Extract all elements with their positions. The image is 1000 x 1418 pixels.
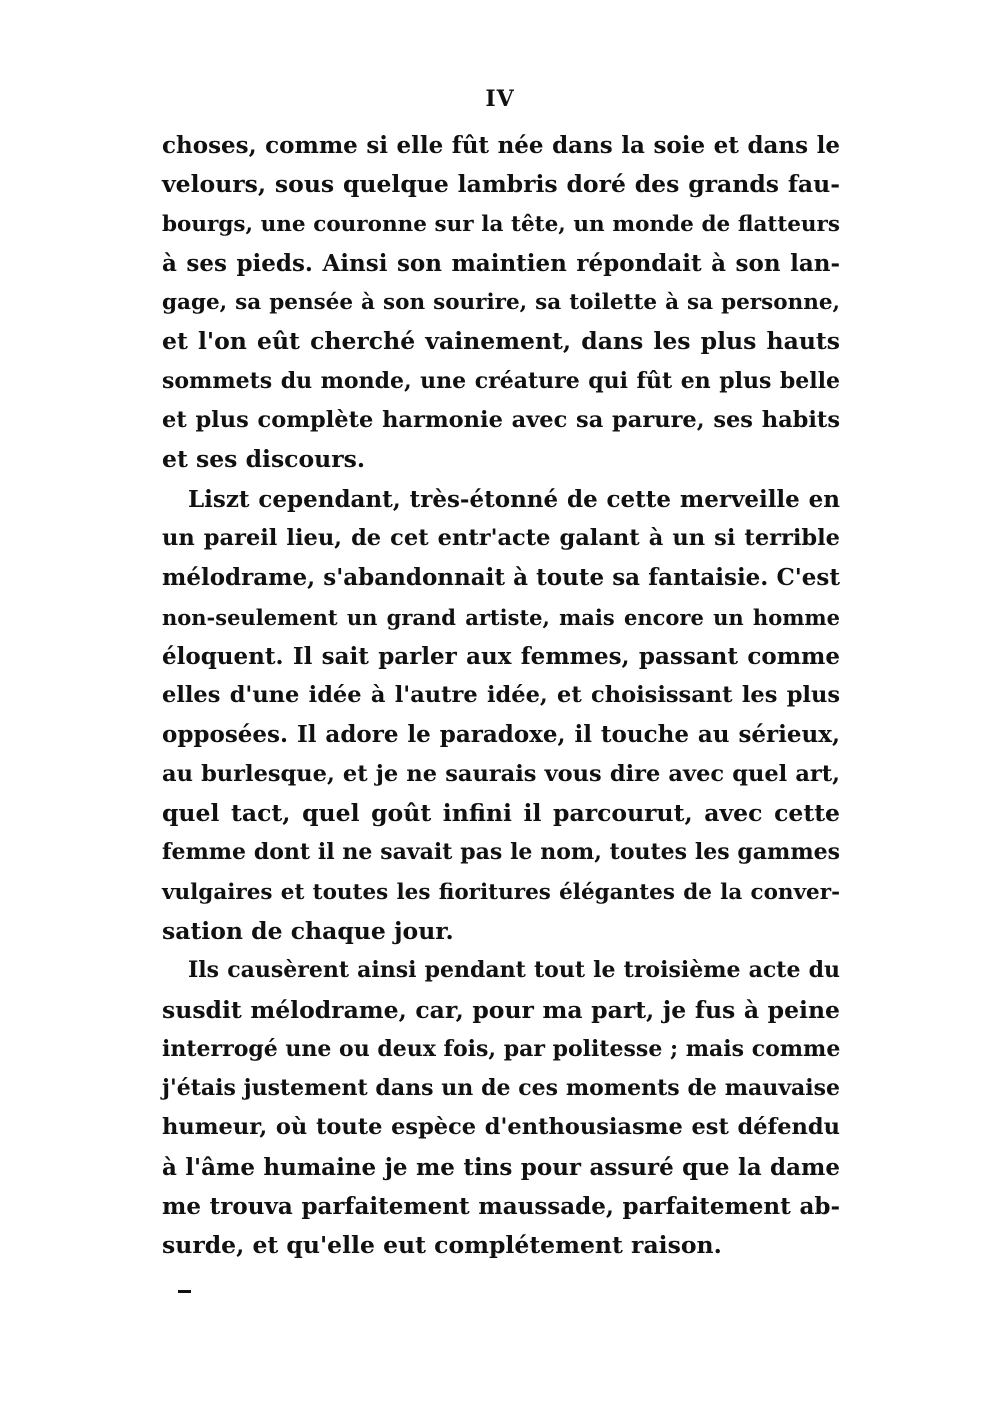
text-line: bourgs, une couronne sur la tête, un monde de flatteurs (162, 211, 840, 237)
page-number: IV (485, 86, 515, 112)
text-line: opposées. Il adore le paradoxe, il touche au sérieux, (162, 721, 840, 749)
text-line: susdit mélodrame, car, pour ma part, je fus à peine (162, 995, 840, 1024)
text-line: Ils causèrent ainsi pendant tout le troisième acte du (188, 957, 840, 984)
paragraph-1 (162, 126, 840, 480)
text-line: surde, et qu'elle eut complétement raison. (162, 1231, 722, 1260)
text-line: à ses pieds. Ainsi son maintien répondait à son lan- (162, 249, 840, 277)
text-line: et ses discours. (162, 445, 366, 474)
text-line: et l'on eût cherché vainement, dans les plus hauts (162, 327, 840, 356)
paragraph-3 (162, 951, 840, 1265)
trailing-dash-mark (178, 1290, 191, 1293)
text-line: interrogé une ou deux fois, par politesse ; mais comme (162, 1035, 841, 1062)
text-line: humeur, où toute espèce d'enthousiasme est défendu (162, 1114, 840, 1141)
text-line: à l'âme humaine je me tins pour assuré que la dame (162, 1153, 840, 1181)
text-line: gage, sa pensée à son sourire, sa toilette à sa personne, (162, 290, 840, 316)
text-line: quel tact, quel goût infini il parcourut, avec cette (162, 799, 840, 828)
text-line: éloquent. Il sait parler aux femmes, passant comme (162, 642, 840, 670)
text-line: et plus complète harmonie avec sa parure, ses habits (162, 407, 840, 434)
text-line: sation de chaque jour. (162, 916, 454, 945)
text-line: vulgaires et toutes les fioritures élégantes de la conver- (162, 879, 840, 905)
text-line: au burlesque, et je ne saurais vous dire avec quel art, (162, 760, 840, 787)
text-line: mélodrame, s'abandonnait à toute sa fantaisie. C'est (162, 564, 840, 592)
text-line: choses, comme si elle fût née dans la soie et dans le (162, 132, 840, 159)
text-line: me trouva parfaitement maussade, parfaitement ab- (162, 1193, 840, 1221)
text-line: elles d'une idée à l'autre idée, et choisissant les plus (162, 682, 840, 709)
text-line: un pareil lieu, de cet entr'acte galant à un si terrible (162, 524, 840, 551)
text-line: femme dont il ne savait pas le nom, toutes les gammes (162, 839, 840, 866)
paragraph-2 (162, 480, 840, 952)
text-line: j'étais justement dans un de ces moments de mauvaise (162, 1075, 840, 1102)
text-line: sommets du monde, une créature qui fût en plus belle (162, 367, 840, 394)
text-line: velours, sous quelque lambris doré des grands fau- (162, 170, 840, 199)
body-text (162, 126, 840, 1266)
text-line: Liszt cependant, très-étonné de cette merveille en (188, 485, 840, 513)
text-line: non-seulement un grand artiste, mais encore un homme (162, 604, 840, 630)
